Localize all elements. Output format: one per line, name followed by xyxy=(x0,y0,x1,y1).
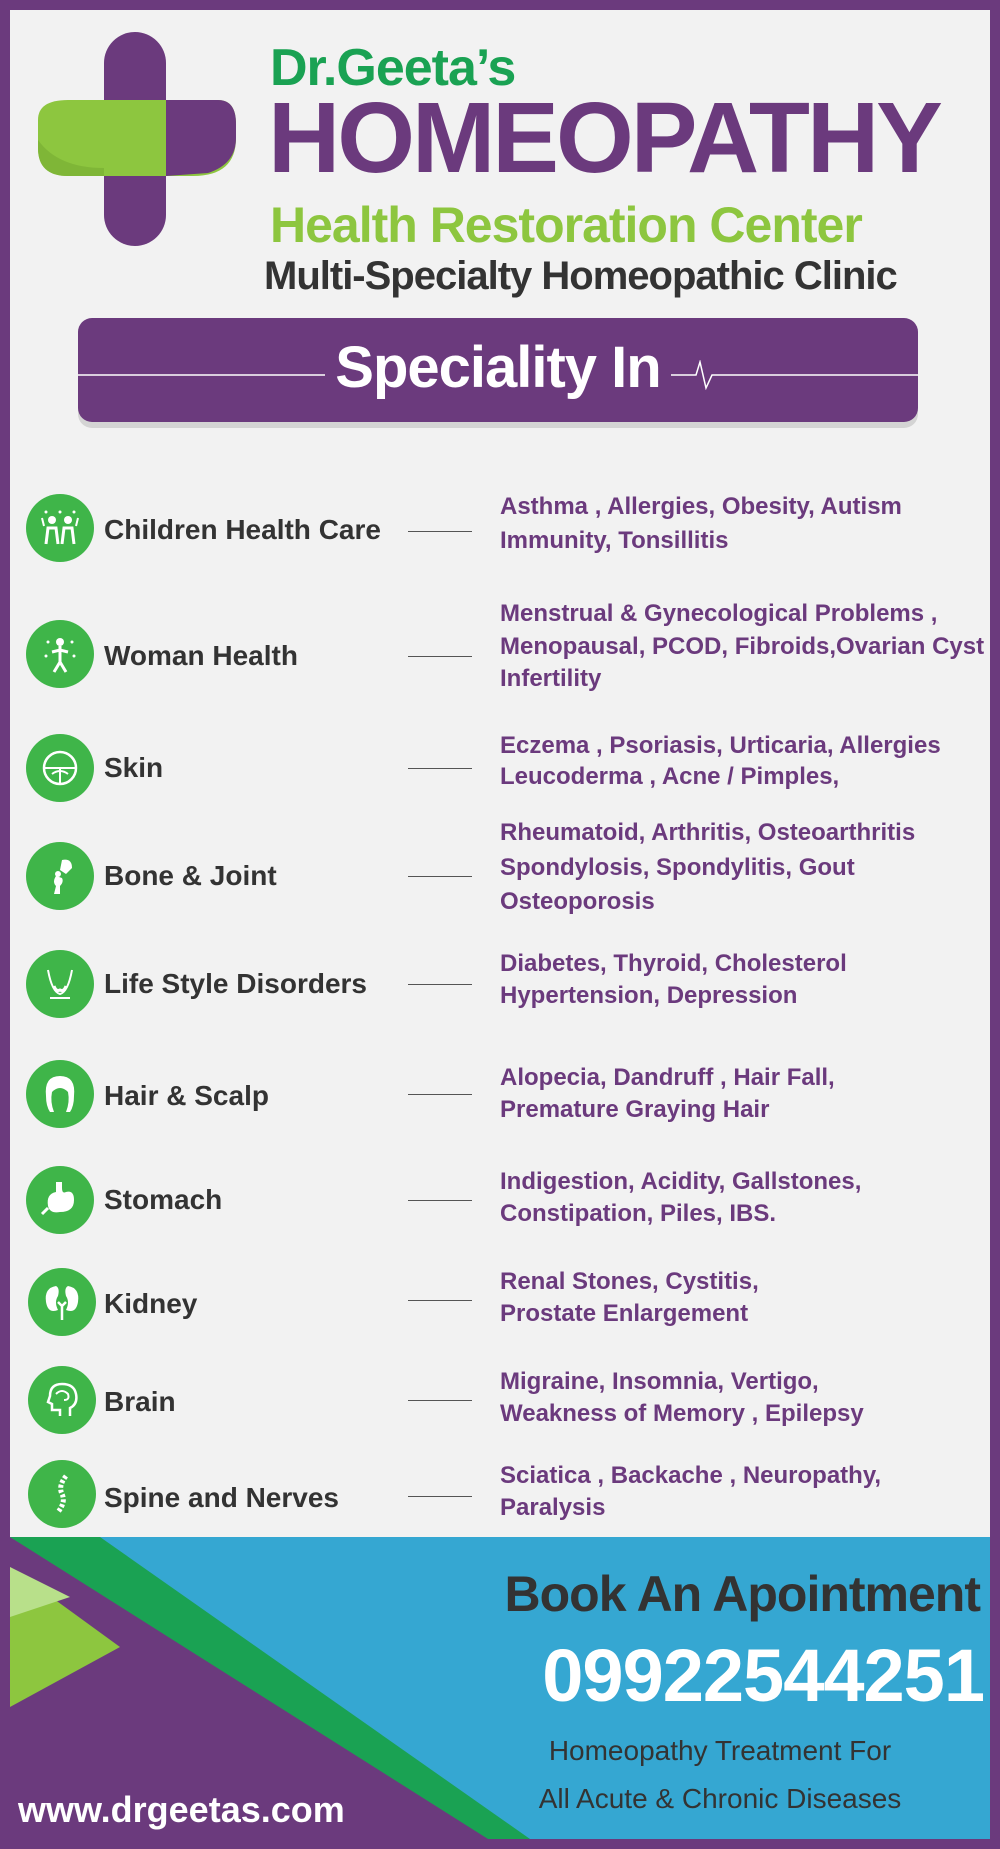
condition-line: Leucoderma , Acne / Pimples, xyxy=(500,763,840,791)
woman-icon xyxy=(26,620,94,688)
specialty-conditions xyxy=(500,1366,985,1430)
condition-line: Infertility xyxy=(500,665,602,693)
condition-line: Asthma , Allergies, Obesity, Autism xyxy=(500,493,902,520)
condition-line: Menopausal, PCOD, Fibroids,Ovarian Cyst xyxy=(500,632,985,660)
connector-line xyxy=(408,768,472,769)
brain-icon xyxy=(28,1366,96,1434)
condition-line: Prostate Enlargement xyxy=(500,1300,749,1328)
brand-subtitle: Health Restoration Center xyxy=(270,197,862,253)
condition-line: Migraine, Insomnia, Vertigo, xyxy=(500,1368,819,1395)
specialty-name: Brain xyxy=(104,1386,176,1417)
brand-title: HOMEOPATHY xyxy=(268,82,940,194)
condition-line: Weakness of Memory , Epilepsy xyxy=(500,1400,864,1428)
specialty-conditions xyxy=(500,816,985,920)
condition-line: Menstrual & Gynecological Problems , xyxy=(500,600,938,627)
specialty-conditions xyxy=(500,730,985,792)
condition-line: Indigestion, Acidity, Gallstones, xyxy=(500,1168,862,1195)
spine-icon xyxy=(28,1460,96,1528)
connector-line xyxy=(408,531,472,532)
connector-line xyxy=(408,1496,472,1497)
specialty-conditions xyxy=(500,1062,985,1126)
connector-line xyxy=(408,876,472,877)
specialty-name: Spine and Nerves xyxy=(104,1482,339,1513)
connector-line xyxy=(408,1200,472,1201)
medical-cross-logo-icon xyxy=(28,28,248,250)
specialty-name: Bone & Joint xyxy=(104,860,277,891)
brand-tagline: Multi-Specialty Homeopathic Clinic xyxy=(264,254,897,298)
specialty-conditions xyxy=(500,598,985,696)
condition-line: Alopecia, Dandruff , Hair Fall, xyxy=(500,1064,835,1091)
speciality-title-text: Speciality In xyxy=(325,335,670,400)
skin-icon xyxy=(26,734,94,802)
condition-line: Premature Graying Hair xyxy=(500,1096,770,1124)
specialty-name: Stomach xyxy=(104,1184,223,1215)
specialty-name: Children Health Care xyxy=(104,514,381,545)
connector-line xyxy=(408,656,472,657)
specialty-conditions xyxy=(500,1266,985,1330)
specialty-name: Hair & Scalp xyxy=(104,1080,269,1111)
website-link[interactable]: www.drgeetas.com xyxy=(18,1789,345,1830)
book-appointment-heading: Book An Apointment xyxy=(504,1566,980,1622)
specialty-name: Kidney xyxy=(104,1288,198,1319)
kidney-icon xyxy=(28,1268,96,1336)
thyroid-icon xyxy=(26,950,94,1018)
specialty-conditions xyxy=(500,490,985,557)
hair-icon xyxy=(26,1060,94,1128)
specialty-name: Woman Health xyxy=(104,640,298,671)
connector-line xyxy=(408,1300,472,1301)
condition-line: Immunity, Tonsillitis xyxy=(500,526,729,554)
specialty-conditions xyxy=(500,948,985,1012)
speciality-banner xyxy=(78,318,918,422)
specialty-conditions xyxy=(500,1166,985,1230)
condition-line: Renal Stones, Cystitis, xyxy=(500,1268,759,1295)
condition-line: Sciatica , Backache , Neuropathy, xyxy=(500,1462,882,1489)
connector-line xyxy=(408,984,472,985)
doctor-name: Dr.Geeta’s xyxy=(270,39,516,97)
specialty-conditions xyxy=(500,1460,985,1524)
specialty-name: Life Style Disorders xyxy=(104,968,367,999)
condition-line: Eczema , Psoriasis, Urticaria, Allergies xyxy=(500,732,941,759)
condition-line: Hypertension, Depression xyxy=(500,982,798,1010)
stomach-icon xyxy=(26,1166,94,1234)
bone-joint-icon xyxy=(26,842,94,910)
connector-line xyxy=(408,1094,472,1095)
speciality-title xyxy=(78,334,918,401)
phone-number[interactable]: 09922544251 xyxy=(542,1634,984,1717)
treatment-line: Homeopathy Treatment For xyxy=(548,1735,892,1766)
condition-line: Diabetes, Thyroid, Cholesterol xyxy=(500,950,847,977)
children-icon xyxy=(26,494,94,562)
poster-panel xyxy=(10,10,990,1839)
treatment-line: All Acute & Chronic Diseases xyxy=(538,1783,902,1814)
condition-line: Spondylosis, Spondylitis, Gout xyxy=(500,853,855,881)
appointment-footer xyxy=(10,1537,990,1839)
condition-line: Paralysis xyxy=(500,1494,606,1522)
condition-line: Constipation, Piles, IBS. xyxy=(500,1200,777,1228)
condition-line: Osteoporosis xyxy=(500,888,655,916)
connector-line xyxy=(408,1400,472,1401)
condition-line: Rheumatoid, Arthritis, Osteoarthritis xyxy=(500,819,916,846)
specialty-name: Skin xyxy=(104,752,164,783)
